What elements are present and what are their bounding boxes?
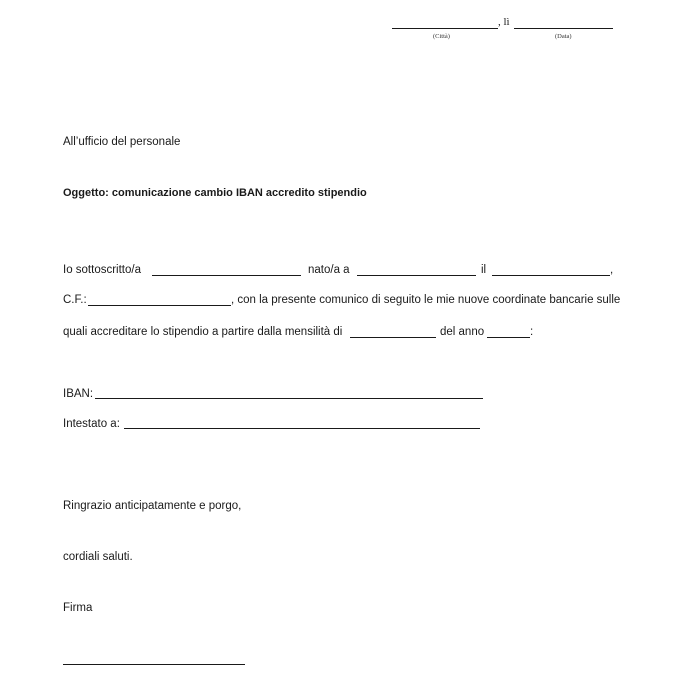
line3-end: :: [530, 326, 534, 338]
line3-text: quali accreditare lo stipendio a partire dalla mensilità di: [63, 326, 343, 338]
birthdate-field[interactable]: [492, 275, 610, 276]
city-caption: (Città): [433, 33, 450, 40]
cf-field[interactable]: [88, 305, 231, 306]
regards-text: cordiali saluti.: [63, 551, 133, 563]
signature-field[interactable]: [63, 664, 245, 665]
iban-field[interactable]: [95, 398, 483, 399]
line1-end: ,: [610, 264, 614, 276]
holder-label: Intestato a:: [63, 418, 120, 430]
date-caption: (Data): [555, 33, 572, 40]
line2-text: , con la presente comunico di seguito le mie nuove coordinate bancarie sulle: [231, 294, 621, 306]
born-label: nato/a a: [308, 264, 350, 276]
year-field[interactable]: [487, 337, 530, 338]
thanks-text: Ringrazio anticipatamente e porgo,: [63, 500, 242, 512]
year-label: del anno: [440, 326, 485, 338]
birthplace-field[interactable]: [357, 275, 476, 276]
signer-name-field[interactable]: [152, 275, 301, 276]
iban-label: IBAN:: [63, 388, 94, 400]
birthdate-label: il: [481, 264, 487, 276]
subject: Oggetto: comunicazione cambio IBAN accredito stipendio: [63, 187, 367, 199]
month-field[interactable]: [350, 337, 436, 338]
city-date-separator: , lì: [498, 16, 510, 28]
recipient: All’ufficio del personale: [63, 136, 181, 148]
signer-label: Io sottoscritto/a: [63, 264, 141, 276]
date-field[interactable]: [514, 28, 613, 29]
signature-label: Firma: [63, 602, 93, 614]
city-field[interactable]: [392, 28, 498, 29]
cf-label: C.F.:: [63, 294, 87, 306]
holder-field[interactable]: [124, 428, 480, 429]
